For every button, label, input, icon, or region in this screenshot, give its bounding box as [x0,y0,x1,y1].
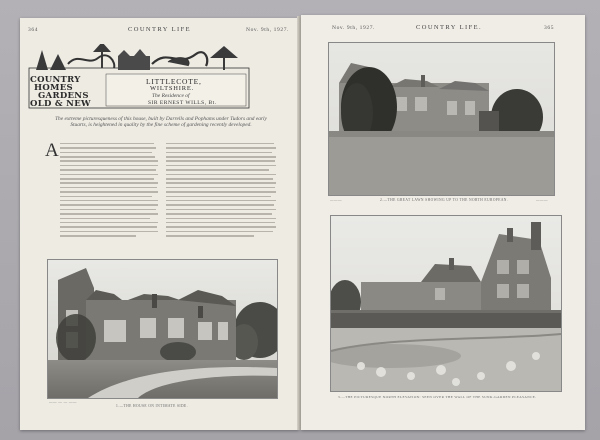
masthead-word-3: GARDENS [38,91,89,101]
right-page-number: 365 [544,25,555,31]
intro-paragraph: The extreme picturesqueness of this house, built by Darrells and Pophams under Tudors and early Stuarts, is heightened in quality by the fine scheme of gardening recently developed. [55,116,267,129]
left-page-number: 364 [28,27,39,33]
photo-house-intimate-side [47,259,278,399]
left-header-date: Nov. 9th, 1927. [246,27,290,33]
photo-north-elevation [330,215,562,392]
drop-cap: A [45,140,59,161]
masthead-word-4: OLD & NEW [30,99,91,109]
body-column-2 [166,140,276,258]
masthead-county: WILTSHIRE. [150,85,195,92]
right-photo2-caption: 3.—THE PICTURESQUE NORTH ELEVATION: SEEN OVER THE WALL OF THE SUNK-GARDEN PLEASANCE. [338,395,537,399]
masthead-residence-label: The Residence of [152,93,190,99]
photo-north-elevation-image [331,216,561,391]
masthead-word-1: COUNTRY [30,75,81,85]
right-photo1-credit: ——— [330,198,342,202]
photo-house-image [48,260,277,398]
right-photo1-credit-right: ——— [536,198,548,202]
masthead-owner: SIR ERNEST WILLS, Bt. [148,100,217,106]
photo-great-lawn-image [329,43,554,195]
right-photo1-caption: 2.—THE GREAT LAWN SHOWING UP TO THE NORTH EUROPEAN. [380,198,509,202]
masthead-word-2: HOMES [34,83,73,93]
right-header-title: COUNTRY LIFE. [416,24,482,31]
masthead-place: LITTLECOTE, [146,77,202,86]
body-column-1 [60,140,158,258]
masthead [28,44,254,110]
right-header-date: Nov. 9th, 1927. [332,25,376,31]
photo-great-lawn [328,42,555,196]
left-photo-caption: 1.—THE HOUSE ON INTIMATE SIDE. [116,404,188,408]
left-header-title: COUNTRY LIFE [128,26,191,33]
left-photo-credit: —— — — —— [49,400,77,404]
